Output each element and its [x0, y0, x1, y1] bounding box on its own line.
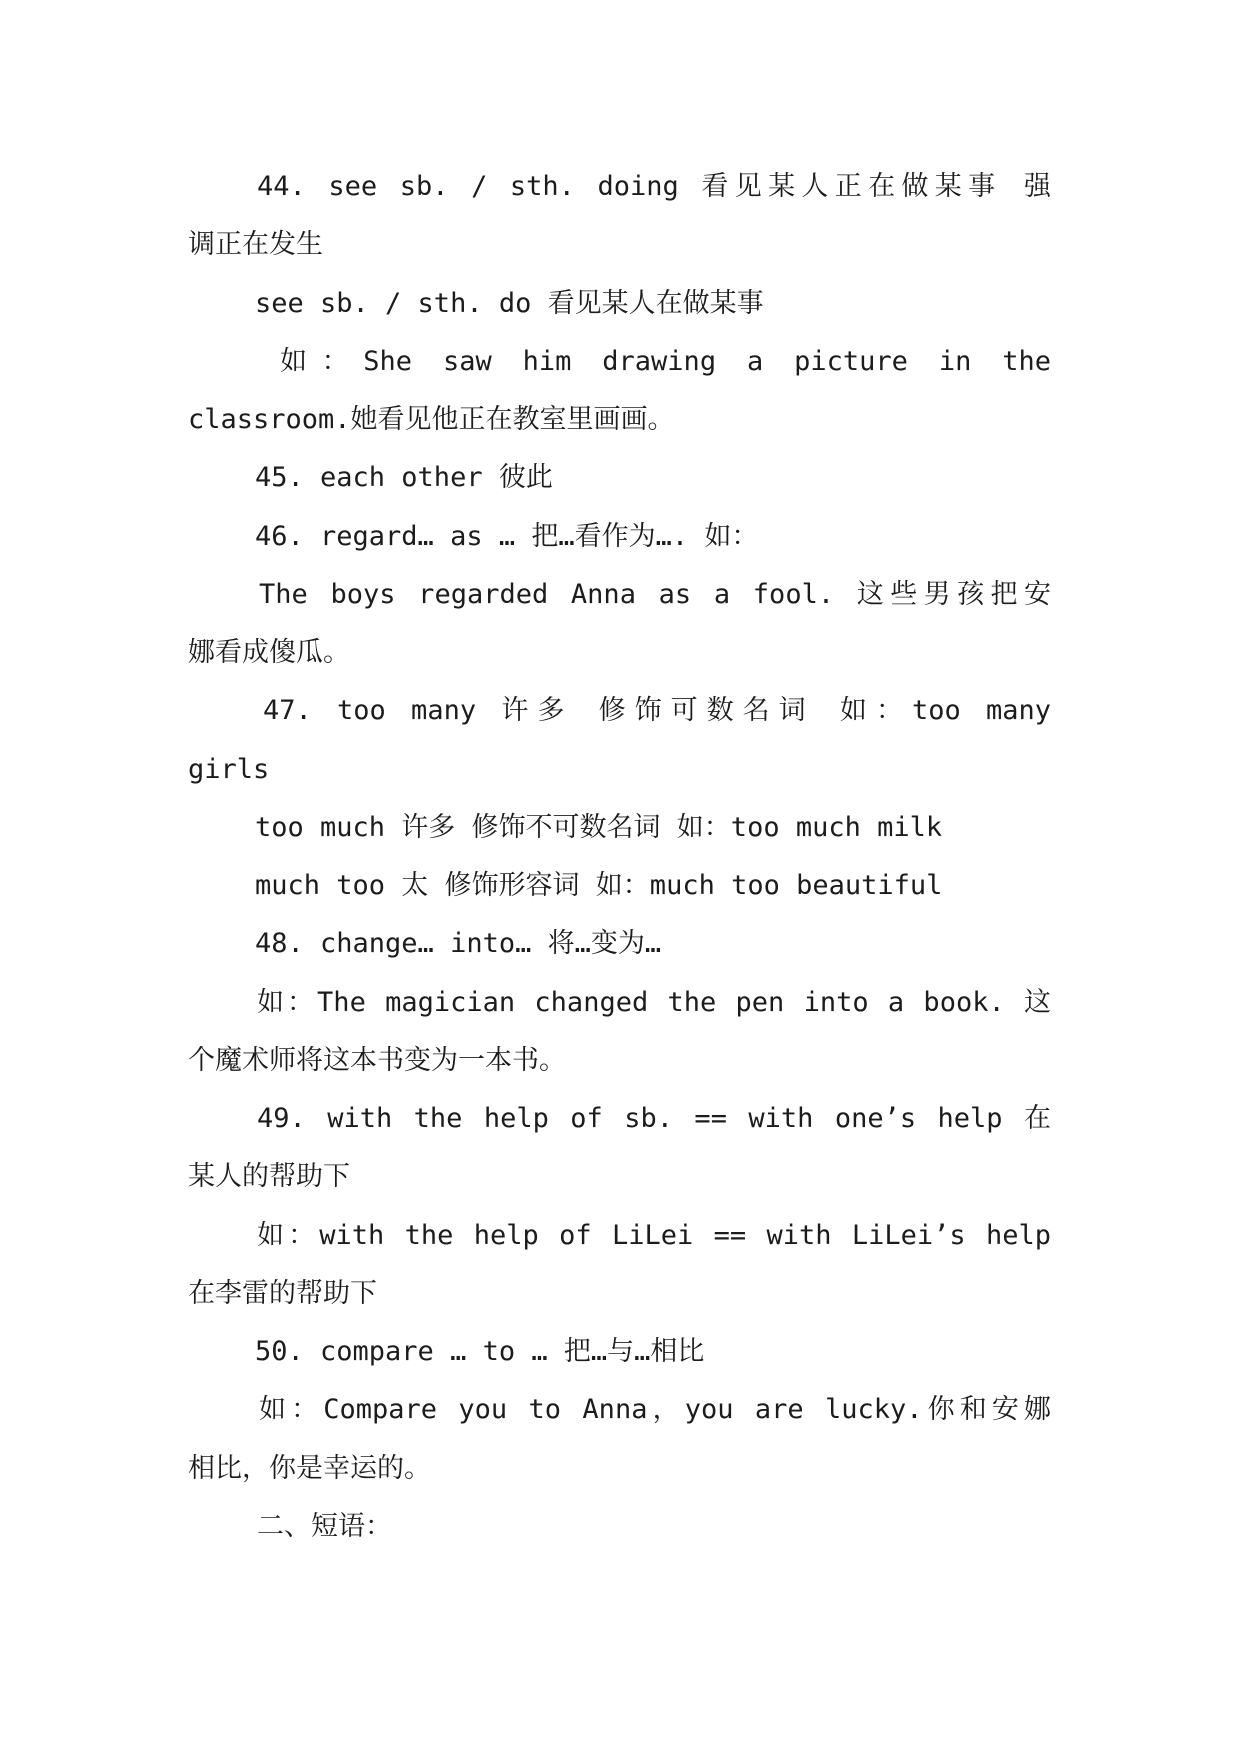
entry-48-line: 48. change… into… 将…变为…	[255, 928, 662, 960]
entry-50-line: 50. compare … to … 把…与…相比	[255, 1336, 705, 1367]
entry-44	[188, 158, 1051, 275]
entry-50-example-line: 如：Compare you to Anna，you are lucky.你和安娜	[259, 1394, 1051, 1426]
entry-48-example-continuation: 个魔术师将这本书变为一本书。	[188, 1044, 566, 1076]
entry-46	[188, 508, 1051, 566]
entry-44-line: 44. see sb. / sth. doing 看见某人正在做某事 强	[257, 171, 1051, 202]
document-body	[188, 158, 1051, 1556]
entry-47-much-too	[188, 857, 1051, 915]
entry-44-example-continuation: classroom.她看见他正在教室里画画。	[188, 404, 675, 435]
entry-44-continuation: 调正在发生	[188, 229, 323, 261]
entry-46-example	[188, 566, 1051, 683]
entry-47-continuation: girls	[188, 753, 270, 785]
entry-48-example	[188, 974, 1051, 1091]
entry-48-example-line: 如：The magician changed the pen into a book. 这	[257, 986, 1051, 1018]
entry-44-example	[188, 333, 1051, 450]
section-heading-line: 二、短语：	[257, 1510, 392, 1542]
entry-49-line: 49. with the help of sb. == with one’s help 在	[257, 1103, 1051, 1134]
entry-46-example-continuation: 娜看成傻瓜。	[188, 637, 350, 668]
entry-47-much-too-line: much too 太 修饰形容词 如：much too beautiful	[255, 870, 943, 901]
entry-50-example-continuation: 相比，你是幸运的。	[188, 1452, 431, 1484]
entry-46-line: 46. regard… as … 把…看作为…. 如：	[255, 520, 759, 552]
entry-47-too-much-line: too much 许多 修饰不可数名词 如：too much milk	[255, 811, 943, 843]
entry-44-do	[188, 275, 1051, 333]
entry-48	[188, 915, 1051, 973]
entry-47-too-much	[188, 799, 1051, 857]
entry-50-example	[188, 1381, 1051, 1498]
entry-49-example-continuation: 在李雷的帮助下	[188, 1277, 377, 1309]
entry-44-do-line: see sb. / sth. do 看见某人在做某事	[255, 287, 764, 319]
entry-50	[188, 1323, 1051, 1381]
entry-45	[188, 449, 1051, 507]
section-heading	[188, 1498, 1051, 1556]
entry-49-continuation: 某人的帮助下	[188, 1161, 350, 1193]
entry-44-example-line: 如：She saw him drawing a picture in the	[280, 345, 1051, 377]
entry-49-example	[188, 1207, 1051, 1324]
entry-47	[188, 682, 1051, 799]
entry-46-example-line: The boys regarded Anna as a fool. 这些男孩把安	[259, 578, 1051, 610]
entry-49-example-line: 如：with the help of LiLei == with LiLei’s help	[257, 1219, 1051, 1251]
entry-49	[188, 1090, 1051, 1207]
entry-47-line: 47. too many 许多 修饰可数名词 如：too many	[263, 695, 1051, 727]
entry-45-line: 45. each other 彼此	[255, 462, 553, 494]
